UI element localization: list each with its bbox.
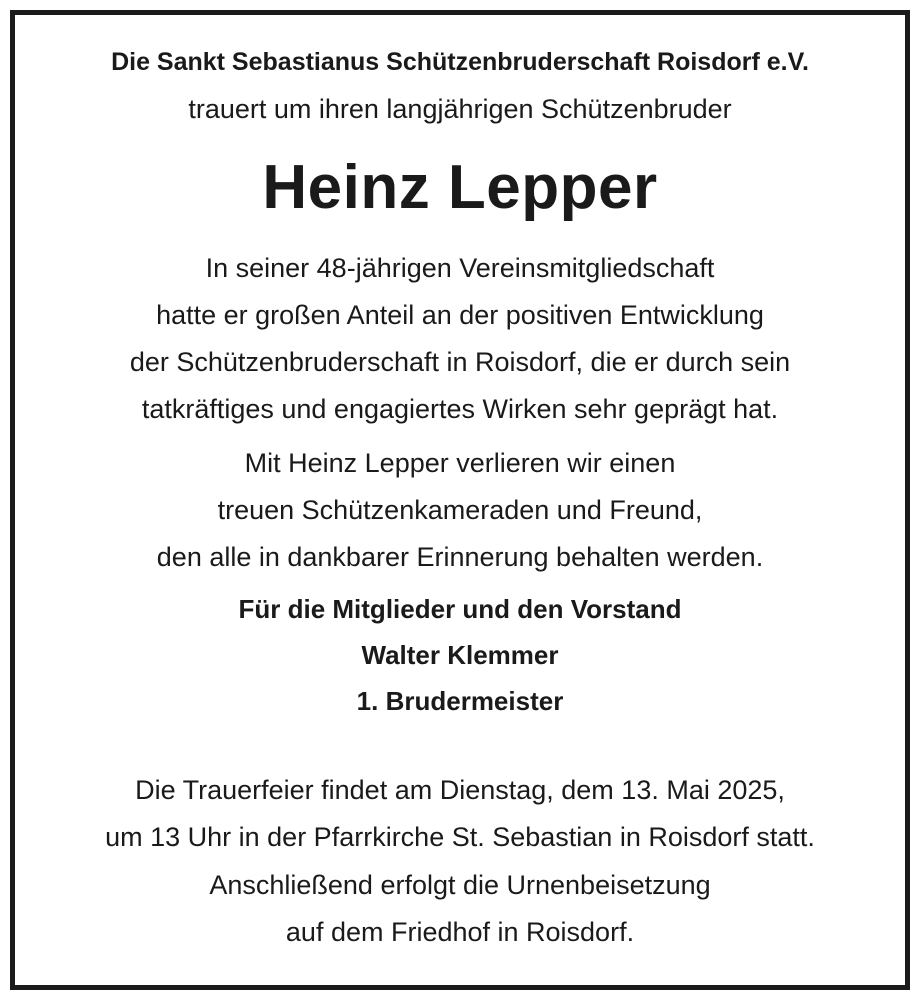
deceased-block [15, 148, 905, 228]
notice-header [15, 39, 905, 86]
burial-info [15, 862, 905, 956]
signer-title: 1. Brudermeister [356, 686, 564, 716]
ceremony-line: Die Trauerfeier findet am Dienstag, dem 13. Mai 2025, [135, 775, 785, 805]
mourning-statement: trauert um ihren langjährigen Schützenbruder [188, 94, 732, 124]
deceased-name: Heinz Lepper [262, 153, 658, 222]
tribute-paragraph [15, 245, 905, 433]
burial-line: Anschließend erfolgt die Urnenbeisetzung [209, 870, 711, 900]
remembrance-line: treuen Schützenkameraden und Freund, [217, 495, 703, 525]
remembrance-paragraph [15, 440, 905, 581]
ceremony-line: um 13 Uhr in der Pfarrkirche St. Sebastian in Roisdorf statt. [105, 822, 815, 852]
tribute-line: In seiner 48-jährigen Vereinsmitgliedschaft [205, 253, 715, 283]
tribute-line: tatkräftiges und engagiertes Wirken sehr geprägt hat. [141, 394, 779, 424]
signature-block [15, 586, 905, 724]
tribute-line: der Schützenbruderschaft in Roisdorf, die er durch sein [129, 347, 791, 377]
funeral-ceremony-info [15, 767, 905, 861]
organization-name: Die Sankt Sebastianus Schützenbruderschaft Roisdorf e.V. [111, 48, 809, 76]
signer-name: Walter Klemmer [361, 640, 559, 670]
tribute-line: hatte er großen Anteil an der positiven Entwicklung [156, 300, 764, 330]
on-behalf-line: Für die Mitglieder und den Vorstand [238, 594, 682, 624]
notice-subheader [15, 86, 905, 133]
remembrance-line: Mit Heinz Lepper verlieren wir einen [244, 448, 676, 478]
remembrance-line: den alle in dankbarer Erinnerung behalten werden. [156, 542, 764, 572]
burial-line: auf dem Friedhof in Roisdorf. [285, 917, 635, 947]
